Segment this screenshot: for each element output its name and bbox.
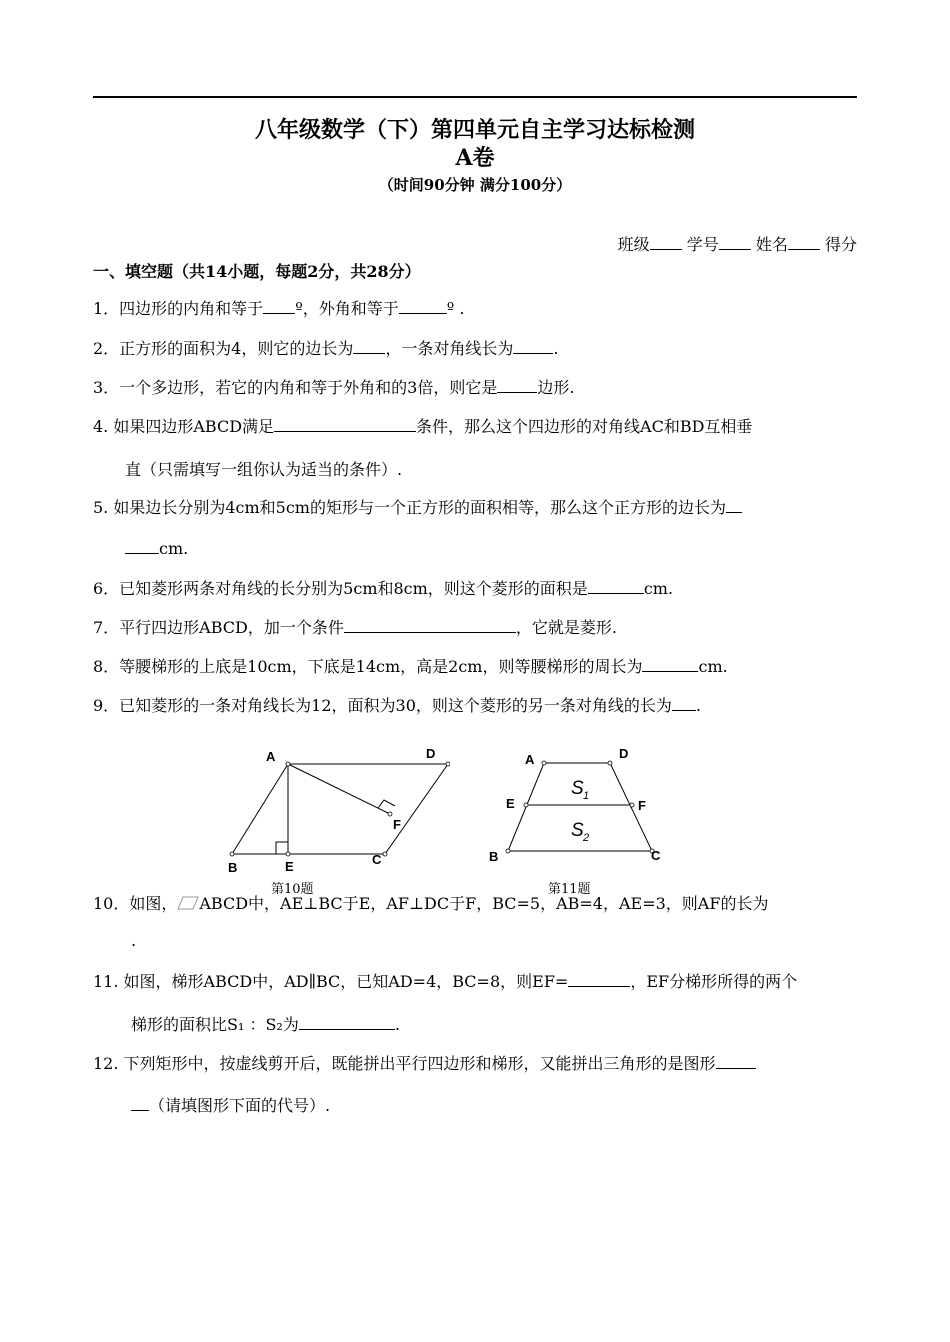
parallelogram-icon	[177, 896, 199, 910]
question-2: 2．正方形的面积为4，则它的边长为 ，一条对角线长为 .	[93, 339, 559, 358]
label-e: E	[506, 796, 515, 811]
question-3: 3．一个多边形，若它的内角和等于外角和的3倍，则它是 边形.	[93, 378, 575, 397]
question-9: 9．已知菱形的一条对角线长为12，面积为30，则这个菱形的另一条对角线的长为 .	[93, 696, 701, 715]
class-label: 班级	[617, 235, 650, 254]
answer-blank[interactable]	[497, 377, 537, 393]
figure-11	[484, 740, 694, 880]
question-7: 7．平行四边形ABCD，加一个条件 ，它就是菱形.	[93, 618, 617, 637]
label-d: D	[619, 746, 629, 761]
id-label: 学号	[686, 235, 719, 254]
answer-blank[interactable]	[642, 656, 698, 672]
question-11: 11. 如图，梯形ABCD中，AD∥BC，已知AD=4，BC=8，则EF= ，EF分梯形所得的两个	[93, 972, 798, 991]
question-10: 10．如图， ABCD中，AE⊥BC于E，AF⊥DC于F，BC=5，AB=4，AE=3，则AF的长为	[93, 894, 769, 913]
area-s1: S	[571, 778, 584, 799]
label-e: E	[285, 859, 294, 874]
top-rule	[93, 96, 857, 98]
label-d: D	[426, 746, 436, 761]
question-12: 12. 下列矩形中，按虚线剪开后，既能拼出平行四边形和梯形，又能拼出三角形的是图形	[93, 1051, 756, 1074]
question-6: 6．已知菱形两条对角线的长分别为5cm和8cm，则这个菱形的面积是 cm.	[93, 579, 674, 598]
answer-blank[interactable]	[568, 971, 630, 987]
answer-blank[interactable]	[125, 538, 159, 554]
label-c: C	[372, 852, 382, 867]
area-s2: S	[571, 820, 584, 841]
altitude-af	[288, 764, 390, 814]
question-1: 1．四边形的内角和等于 º，外角和等于 º .	[93, 299, 465, 318]
section-heading: 一、填空题（共14小题，每题2分，共28分）	[93, 262, 421, 281]
answer-blank[interactable]	[399, 298, 447, 314]
answer-blank[interactable]	[353, 338, 385, 354]
label-b: B	[228, 860, 238, 875]
class-blank[interactable]	[650, 235, 682, 250]
right-angle-e	[276, 842, 288, 854]
question-11-cont: 梯形的面积比S₁ ：S₂为 .	[131, 1015, 400, 1034]
question-5-cont: cm.	[125, 538, 188, 558]
answer-blank[interactable]	[588, 578, 644, 594]
label-f: F	[393, 817, 401, 832]
question-12-cont: （请填图形下面的代号）.	[131, 1093, 330, 1116]
figure-10-caption: 第10题	[271, 882, 314, 897]
label-b: B	[489, 849, 499, 864]
question-5: 5. 如果边长分别为4cm和5cm的矩形与一个正方形的面积相等，那么这个正方形的边长为	[93, 495, 742, 518]
question-10-cont: .	[131, 931, 137, 950]
name-blank[interactable]	[788, 235, 820, 250]
right-angle-f	[378, 800, 395, 808]
answer-blank[interactable]	[299, 1014, 395, 1030]
time-note: （时间90分钟 满分100分）	[378, 176, 572, 194]
question-4: 4. 如果四边形ABCD满足 条件，那么这个四边形的对角线AC和BD互相垂	[93, 417, 753, 436]
score-label: 得分	[824, 235, 857, 254]
label-c: C	[651, 848, 661, 863]
paper-version: A卷	[455, 145, 495, 171]
label-f: F	[638, 798, 646, 813]
parallelogram-abcd	[232, 764, 448, 854]
page-title: 八年级数学（下）第四单元自主学习达标检测	[254, 117, 695, 143]
answer-blank[interactable]	[344, 617, 516, 633]
answer-blank[interactable]	[263, 298, 295, 314]
question-4-cont: 直（只需填写一组你认为适当的条件）.	[125, 460, 403, 479]
name-label: 姓名	[755, 235, 788, 254]
area-s2-sub: 2	[583, 832, 590, 844]
id-blank[interactable]	[719, 235, 751, 250]
answer-blank[interactable]	[274, 416, 416, 432]
area-s1-sub: 1	[583, 790, 590, 802]
figure-10	[220, 740, 450, 880]
answer-blank[interactable]	[716, 1053, 756, 1069]
label-a: A	[525, 752, 535, 767]
student-info	[618, 232, 857, 255]
answer-blank[interactable]	[672, 695, 696, 711]
answer-blank[interactable]	[726, 497, 742, 513]
answer-blank[interactable]	[513, 338, 553, 354]
label-a: A	[266, 749, 276, 764]
question-8: 8．等腰梯形的上底是10cm，下底是14cm，高是2cm，则等腰梯形的周长为 cm.	[93, 657, 728, 676]
figure-11-caption: 第11题	[548, 882, 591, 897]
answer-blank[interactable]	[131, 1095, 149, 1111]
